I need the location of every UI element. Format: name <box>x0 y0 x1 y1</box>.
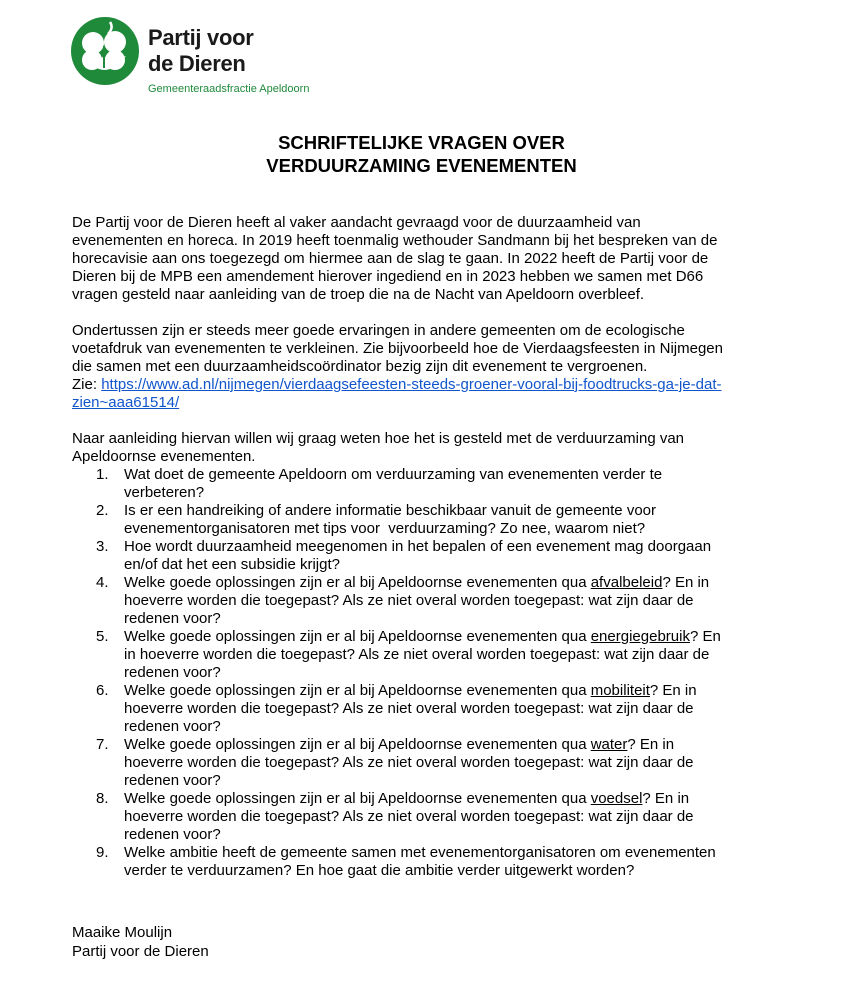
question-number: 6. <box>96 682 109 699</box>
signature-party: Partij voor de Dieren <box>72 943 209 960</box>
question-item <box>72 466 792 502</box>
question-pre: Welke goede oplossingen zijn er al bij Apeldoornse evenementen qua <box>124 736 591 753</box>
question-text: verbeteren? <box>124 484 205 501</box>
question-item <box>72 682 792 736</box>
party-name-line1: Partij voor <box>148 25 254 50</box>
question-pre: Welke goede oplossingen zijn er al bij Apeldoornse evenementen qua <box>124 682 591 699</box>
question-number: 1. <box>96 466 109 483</box>
question-text: en/of dat het een subsidie krijgt? <box>124 556 340 573</box>
signature-name: Maaike Moulijn <box>72 924 173 941</box>
text-line: Ondertussen zijn er steeds meer goede ervaringen in andere gemeenten om de ecologische <box>72 322 685 339</box>
question-text: Is er een handreiking of andere informatie beschikbaar vanuit de gemeente voor <box>124 502 656 519</box>
question-item <box>72 502 792 538</box>
question-item <box>72 628 792 682</box>
text-line: Naar aanleiding hiervan willen wij graag weten hoe het is gesteld met de verduurzaming van <box>72 430 685 447</box>
question-number: 7. <box>96 736 109 753</box>
question-text: Welke ambitie heeft de gemeente samen met evenementorganisatoren om evenementen <box>124 844 716 861</box>
intro-paragraph-2 <box>72 322 792 412</box>
link-line <box>72 394 792 412</box>
party-subtitle: Gemeenteraadsfractie Apeldoorn <box>148 83 310 95</box>
party-name <box>148 25 254 77</box>
question-text <box>124 736 792 754</box>
question-text: verder te verduurzamen? En hoe gaat die ambitie verder uitgewerkt worden? <box>124 862 635 879</box>
question-number: 3. <box>96 538 109 555</box>
question-topic: energiegebruik <box>590 628 690 645</box>
question-text: redenen voor? <box>124 826 221 843</box>
text-line: vragen gesteld naar aanleiding van de troep die na de Nacht van Apeldoorn overbleef. <box>72 286 645 303</box>
question-number: 9. <box>96 844 109 861</box>
intro-paragraph-1 <box>72 214 792 304</box>
article-link-continued[interactable]: zien~aaa61514/ <box>72 394 180 411</box>
question-topic: voedsel <box>590 790 643 807</box>
text-line: evenementen en horeca. In 2019 heeft toenmalig wethouder Sandmann bij het bespreken van de <box>72 232 718 249</box>
heart-clover-logo-icon <box>70 16 140 86</box>
question-text <box>124 790 792 808</box>
question-topic: mobiliteit <box>590 682 650 699</box>
question-text: hoeverre worden die toegepast? Als ze niet overal worden toegepast: wat zijn daar de <box>124 700 694 717</box>
question-text: redenen voor? <box>124 610 221 627</box>
document-title <box>0 131 843 177</box>
question-post: ? En in <box>662 574 710 591</box>
question-text: redenen voor? <box>124 772 221 789</box>
intro-paragraph-3 <box>72 430 792 466</box>
question-topic: water <box>590 736 628 753</box>
title-line1: SCHRIFTELIJKE VRAGEN OVER <box>278 132 565 153</box>
question-number: 8. <box>96 790 109 807</box>
question-text: hoeverre worden die toegepast? Als ze niet overal worden toegepast: wat zijn daar de <box>124 754 694 771</box>
questions-list <box>72 466 792 880</box>
question-item <box>72 790 792 844</box>
question-post: ? En <box>689 628 721 645</box>
text-line: Dieren bij de MPB een amendement hierover ingediend en in 2023 hebben we samen met D66 <box>72 268 704 285</box>
question-item <box>72 574 792 628</box>
question-pre: Welke goede oplossingen zijn er al bij Apeldoornse evenementen qua <box>124 628 591 645</box>
question-text: Hoe wordt duurzaamheid meegenomen in het bepalen of een evenement mag doorgaan <box>124 538 712 555</box>
title-line2: VERDUURZAMING EVENEMENTEN <box>266 155 577 176</box>
question-text: hoeverre worden die toegepast? Als ze niet overal worden toegepast: wat zijn daar de <box>124 592 694 609</box>
text-line: voetafdruk van evenementen te verkleinen. Zie bijvoorbeeld hoe de Vierdaagsfeesten in Nijmegen <box>72 340 723 357</box>
document-body <box>72 214 792 880</box>
question-item <box>72 844 792 880</box>
question-text <box>124 682 792 700</box>
question-pre: Welke goede oplossingen zijn er al bij Apeldoornse evenementen qua <box>124 790 591 807</box>
question-number: 5. <box>96 628 109 645</box>
question-text: in hoeverre worden die toegepast? Als ze niet overal worden toegepast: wat zijn daar de <box>124 646 710 663</box>
question-pre: Welke goede oplossingen zijn er al bij Apeldoornse evenementen qua <box>124 574 591 591</box>
party-logo <box>70 16 370 106</box>
party-name-line2: de Dieren <box>148 51 246 76</box>
question-post: ? En in <box>649 682 697 699</box>
question-text: Wat doet de gemeente Apeldoorn om verduurzaming van evenementen verder te <box>124 466 663 483</box>
text-line: die samen met een duurzaamheidscoördinator bezig zijn dit evenement te vergroenen. <box>72 358 648 375</box>
question-topic: afvalbeleid <box>590 574 663 591</box>
question-text: redenen voor? <box>124 718 221 735</box>
question-text: hoeverre worden die toegepast? Als ze niet overal worden toegepast: wat zijn daar de <box>124 808 694 825</box>
link-prefix: Zie: <box>72 376 102 393</box>
question-number: 2. <box>96 502 109 519</box>
question-item <box>72 736 792 790</box>
question-post: ? En in <box>627 736 675 753</box>
text-line: horecavisie aan ons toegezegd om hiermee aan de slag te gaan. In 2022 heeft de Partij voor de <box>72 250 709 267</box>
article-link[interactable]: https://www.ad.nl/nijmegen/vierdaagsefeesten-steeds-groener-vooral-bij-foodtrucks-ga-je-dat- <box>101 376 722 393</box>
text-line: De Partij voor de Dieren heeft al vaker aandacht gevraagd voor de duurzaamheid van <box>72 214 641 231</box>
signature-block <box>72 923 209 961</box>
question-item <box>72 538 792 574</box>
question-number: 4. <box>96 574 109 591</box>
link-line <box>72 376 792 394</box>
question-post: ? En in <box>642 790 690 807</box>
question-text <box>124 628 792 646</box>
question-text: redenen voor? <box>124 664 221 681</box>
question-text <box>124 574 792 592</box>
question-text: evenementorganisatoren met tips voor verduurzaming? Zo nee, waarom niet? <box>124 520 646 537</box>
text-line: Apeldoornse evenementen. <box>72 448 256 465</box>
